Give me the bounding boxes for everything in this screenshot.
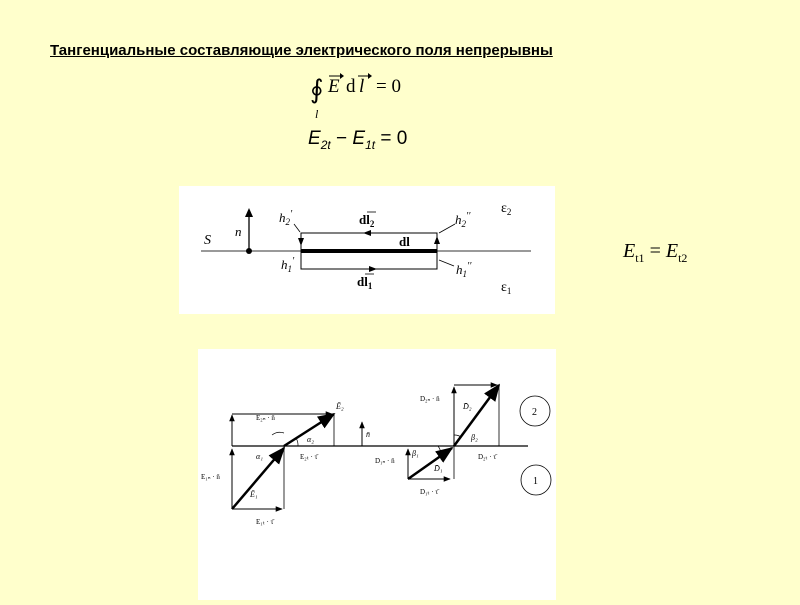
normal-label: n — [235, 224, 242, 239]
e1n-label: E₁ₙ · n̄ — [201, 473, 220, 481]
epsilon-2-label: $\varepsilon_2$ — [501, 201, 512, 217]
region-2-label: 2 — [532, 407, 537, 418]
e1-subscript: 1t — [365, 137, 376, 152]
et1-symbol: E — [623, 240, 636, 262]
e2-symbol: E — [308, 128, 321, 149]
d2t-label: D₂ₜ · τ̄ — [478, 453, 497, 461]
beta2-label: β₂ — [471, 433, 478, 442]
integral-lower-limit: l — [315, 107, 319, 121]
contour-integral-sign: ∮ — [310, 75, 324, 104]
h2-prime-label: $h_2'$ — [279, 209, 293, 227]
alpha2-label: α₂ — [307, 435, 314, 444]
e2n-label: E₂ₙ · n̄ — [256, 414, 275, 422]
surface-label: S — [204, 233, 211, 248]
difference-rhs: = 0 — [380, 128, 408, 149]
integral-rhs: = 0 — [376, 76, 401, 97]
e2t-label: E₂ₜ · τ̄ — [300, 453, 318, 461]
e2-subscript: 2t — [320, 137, 331, 152]
origin-point — [246, 248, 252, 254]
et2-symbol: E — [665, 240, 679, 262]
dl1-label: $dl_1$ — [357, 274, 373, 291]
dl-label: dl — [399, 234, 410, 249]
n-label: n̄ — [366, 430, 370, 439]
beta1-label: β₁ — [412, 449, 419, 458]
integral-l-vector: l — [359, 76, 365, 97]
et2-subscript: t2 — [678, 251, 688, 265]
h2-double-prime-label: $h_2''$ — [455, 211, 471, 229]
dl2-label: $dl_2$ — [359, 212, 375, 229]
minus-sign: − — [335, 128, 348, 149]
boundary-contour-figure — [179, 186, 555, 314]
tangential-difference-equation — [308, 128, 407, 152]
h1-double-prime-label: $h_1''$ — [456, 261, 472, 279]
vector-refraction-figure — [198, 349, 556, 600]
tangential-equality-equation — [623, 240, 687, 266]
h1-prime-label: $h_1'$ — [281, 256, 295, 274]
epsilon-1-label: $\varepsilon_1$ — [501, 280, 512, 296]
region-1-label: 1 — [533, 476, 538, 487]
alpha1-label: α₁ — [256, 452, 263, 461]
slide-title: Тангенциальные составляющие электрического поля непрерывны — [50, 42, 553, 59]
et1-subscript: t1 — [635, 251, 645, 265]
d1n-label: D₁ₙ · n̄ — [375, 457, 395, 465]
e1-symbol: E — [352, 128, 366, 149]
d2-label: D̄₂ — [463, 402, 472, 411]
d1-label: D̄₁ — [434, 464, 443, 473]
integral-e-vector: E — [328, 76, 340, 97]
equals-sign: = — [649, 240, 661, 262]
e2-label: Ē₂ — [336, 402, 344, 411]
d1t-label: D₁ₜ · τ̄ — [420, 488, 439, 496]
d2n-label: D₂ₙ · n̄ — [420, 395, 440, 403]
integral-d: d — [346, 76, 356, 97]
integral-equation — [306, 72, 436, 124]
e1-label: Ē₁ — [250, 490, 258, 499]
e1t-label: E₁ₜ · τ̄ — [256, 518, 274, 526]
